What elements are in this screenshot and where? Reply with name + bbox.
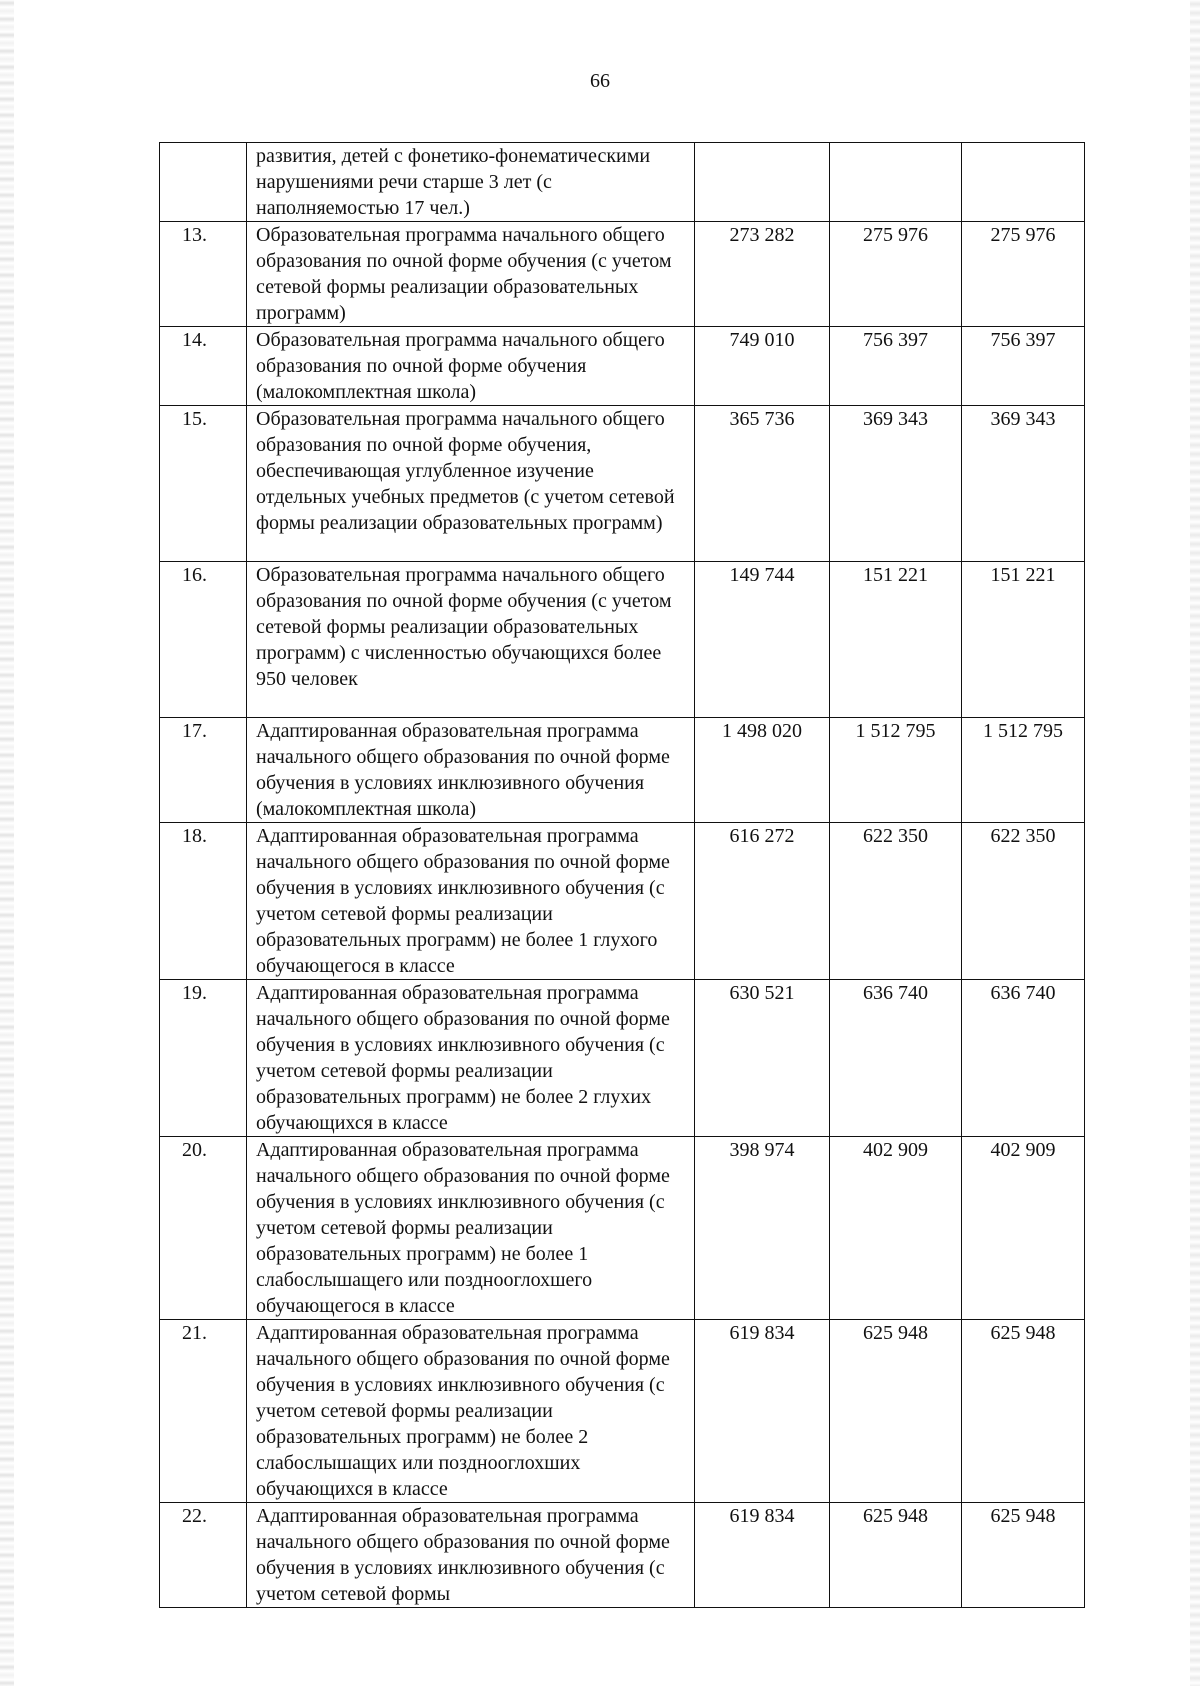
row-number: 13. — [160, 222, 247, 327]
table-row — [160, 980, 1085, 1137]
value-year-2: 756 397 — [830, 327, 962, 406]
table-row — [160, 823, 1085, 980]
value-year-2: 622 350 — [830, 823, 962, 980]
table-row — [160, 718, 1085, 823]
value-year-3: 622 350 — [962, 823, 1085, 980]
value-year-3: 369 343 — [962, 406, 1085, 562]
program-description: развития, детей с фонетико-фонематическими нарушениями речи старше 3 лет (с наполняемостью 17 чел.) — [247, 143, 695, 222]
value-year-1: 1 498 020 — [695, 718, 830, 823]
page-number: 66 — [590, 70, 610, 92]
program-description: Адаптированная образовательная программа начального общего образования по очной форме обучения в условиях инклюзивного обучения (с учетом сетевой формы реализации образовательных программ) не более 1 слабослышащего или позднооглохшего обучающегося в классе — [247, 1137, 695, 1320]
value-year-2: 402 909 — [830, 1137, 962, 1320]
program-description: Адаптированная образовательная программа начального общего образования по очной форме обучения в условиях инклюзивного обучения (малокомплектная школа) — [247, 718, 695, 823]
value-year-3: 756 397 — [962, 327, 1085, 406]
value-year-2: 636 740 — [830, 980, 962, 1137]
program-description: Адаптированная образовательная программа начального общего образования по очной форме обучения в условиях инклюзивного обучения (с учетом сетевой формы реализации образовательных программ) не более 1 глухого обучающегося в классе — [247, 823, 695, 980]
value-year-3: 636 740 — [962, 980, 1085, 1137]
value-year-1: 616 272 — [695, 823, 830, 980]
row-number: 15. — [160, 406, 247, 562]
row-number: 21. — [160, 1320, 247, 1503]
program-description: Адаптированная образовательная программа начального общего образования по очной форме обучения в условиях инклюзивного обучения (с учетом сетевой формы реализации образовательных программ) не более 2 слабослышащих или позднооглохших обучающихся в классе — [247, 1320, 695, 1503]
row-number: 17. — [160, 718, 247, 823]
value-year-3: 625 948 — [962, 1320, 1085, 1503]
row-number: 18. — [160, 823, 247, 980]
program-description: Образовательная программа начального общего образования по очной форме обучения (с учетом сетевой формы реализации образовательных программ) с численностью обучающихся более 950 человек — [247, 562, 695, 718]
value-year-2: 625 948 — [830, 1320, 962, 1503]
value-year-3: 402 909 — [962, 1137, 1085, 1320]
value-year-2: 275 976 — [830, 222, 962, 327]
value-year-1: 149 744 — [695, 562, 830, 718]
program-description: Образовательная программа начального общего образования по очной форме обучения (с учетом сетевой формы реализации образовательных программ) — [247, 222, 695, 327]
row-number: 14. — [160, 327, 247, 406]
table-row — [160, 143, 1085, 222]
table-row — [160, 327, 1085, 406]
value-year-3: 1 512 795 — [962, 718, 1085, 823]
value-year-2: 369 343 — [830, 406, 962, 562]
table-row — [160, 562, 1085, 718]
program-description: Образовательная программа начального общего образования по очной форме обучения, обеспечивающая углубленное изучение отдельных учебных предметов (с учетом сетевой формы реализации образовательных программ) — [247, 406, 695, 562]
value-year-1: 398 974 — [695, 1137, 830, 1320]
value-year-1: 619 834 — [695, 1503, 830, 1608]
table-row — [160, 1503, 1085, 1608]
value-year-3: 275 976 — [962, 222, 1085, 327]
funding-table — [159, 142, 1085, 1608]
value-year-1: 365 736 — [695, 406, 830, 562]
value-year-2 — [830, 143, 962, 222]
value-year-1: 619 834 — [695, 1320, 830, 1503]
table-row — [160, 222, 1085, 327]
program-description: Адаптированная образовательная программа начального общего образования по очной форме обучения в условиях инклюзивного обучения (с учетом сетевой формы — [247, 1503, 695, 1608]
value-year-3 — [962, 143, 1085, 222]
row-number: 19. — [160, 980, 247, 1137]
value-year-1: 749 010 — [695, 327, 830, 406]
table-row — [160, 1320, 1085, 1503]
program-description: Образовательная программа начального общего образования по очной форме обучения (малокомплектная школа) — [247, 327, 695, 406]
table-row — [160, 1137, 1085, 1320]
value-year-2: 625 948 — [830, 1503, 962, 1608]
scan-edge-left — [0, 0, 14, 1686]
table-row — [160, 406, 1085, 562]
value-year-3: 151 221 — [962, 562, 1085, 718]
scan-edge-right — [1190, 0, 1200, 1686]
row-number: 22. — [160, 1503, 247, 1608]
program-description: Адаптированная образовательная программа начального общего образования по очной форме обучения в условиях инклюзивного обучения (с учетом сетевой формы реализации образовательных программ) не более 2 глухих обучающихся в классе — [247, 980, 695, 1137]
value-year-1 — [695, 143, 830, 222]
row-number: 20. — [160, 1137, 247, 1320]
value-year-2: 151 221 — [830, 562, 962, 718]
value-year-2: 1 512 795 — [830, 718, 962, 823]
row-number: 16. — [160, 562, 247, 718]
value-year-1: 630 521 — [695, 980, 830, 1137]
value-year-3: 625 948 — [962, 1503, 1085, 1608]
row-number — [160, 143, 247, 222]
value-year-1: 273 282 — [695, 222, 830, 327]
